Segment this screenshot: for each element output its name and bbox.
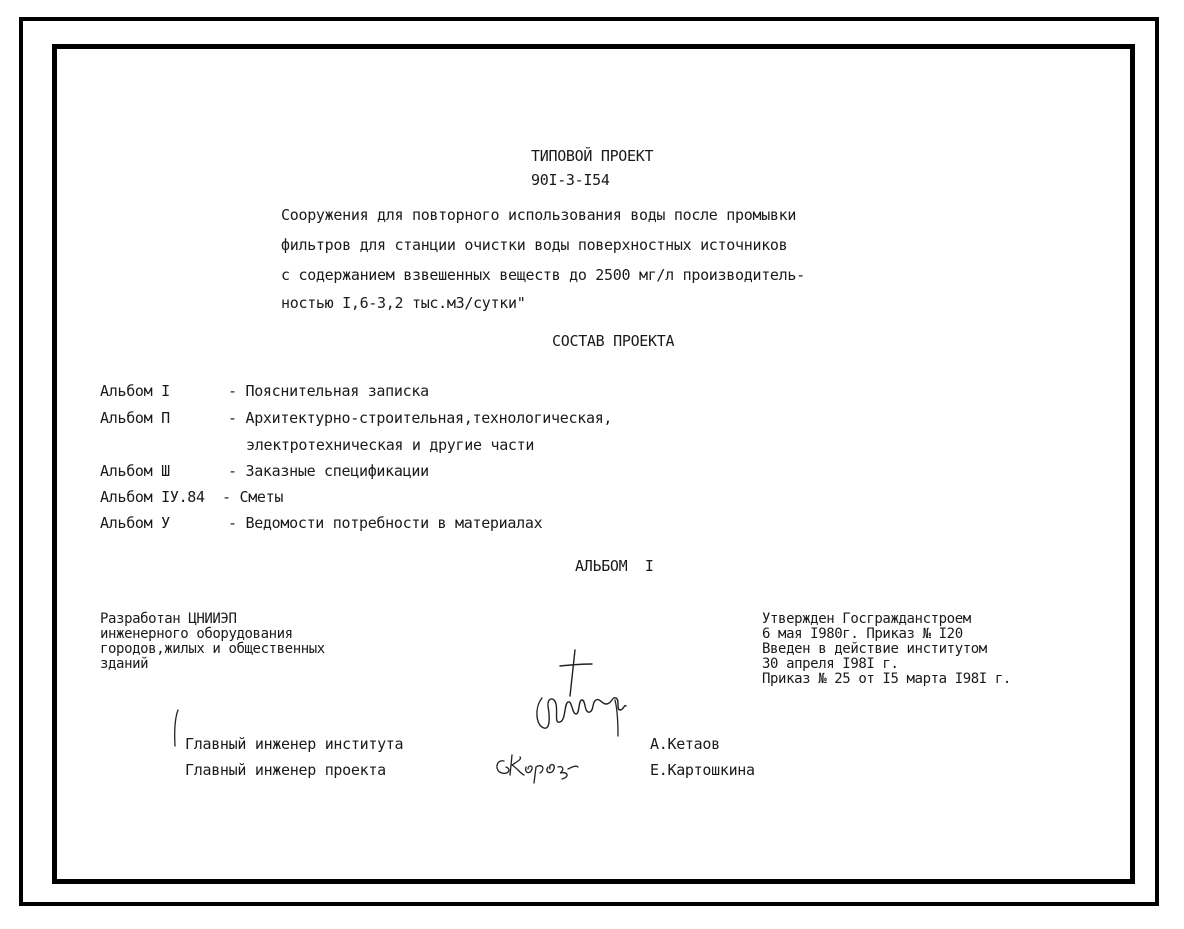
signature-chief-engineer-institute	[520, 648, 640, 748]
approval-line: Введен в действие институтом	[762, 641, 987, 657]
album-desc: - Сметы	[222, 488, 284, 506]
developer-line: городов,жилых и общественных	[100, 641, 325, 657]
album-desc: - Архитектурно-строительная,технологическая,	[228, 409, 613, 427]
approval-line: 30 апреля I98I г.	[762, 656, 899, 672]
description-line: Сооружения для повторного использования воды после промывки	[281, 206, 797, 224]
description-line: с содержанием взвешенных веществ до 2500 мг/л производитель-	[281, 266, 805, 284]
developer-line: зданий	[100, 656, 149, 672]
album-desc: - Заказные спецификации	[228, 462, 429, 480]
album-name: Альбом П	[100, 409, 170, 427]
signatory-name: Е.Картошкина	[650, 761, 755, 779]
approval-line: 6 мая I980г. Приказ № I20	[762, 626, 963, 642]
description-line: фильтров для станции очистки воды поверхностных источников	[281, 236, 788, 254]
signatory-name: А.Кетаов	[650, 735, 720, 753]
project-title: ТИПОВОЙ ПРОЕКТ	[531, 147, 654, 165]
album-name: Альбом IУ.84	[100, 488, 205, 506]
developer-line: инженерного оборудования	[100, 626, 293, 642]
description-line: ностью I,6-3,2 тыс.м3/сутки"	[281, 294, 526, 312]
approval-line: Утвержден Госгражданстроем	[762, 611, 971, 627]
signature-chief-engineer-project	[490, 745, 590, 785]
signatory-role: Главный инженер проекта	[185, 761, 386, 779]
pen-mark	[170, 708, 182, 750]
signatory-role: Главный инженер института	[185, 735, 404, 753]
composition-heading: СОСТАВ ПРОЕКТА	[552, 332, 675, 350]
project-number: 90I-3-I54	[531, 171, 610, 189]
inner-frame	[52, 44, 1135, 884]
album-name: Альбом I	[100, 382, 170, 400]
approval-line: Приказ № 25 от I5 марта I98I г.	[762, 671, 1011, 687]
album-desc: - Пояснительная записка	[228, 382, 429, 400]
album-heading: АЛЬБОМ I	[575, 557, 654, 575]
album-name: Альбом У	[100, 514, 170, 532]
album-desc: - Ведомости потребности в материалах	[228, 514, 543, 532]
album-desc-continuation: электротехническая и другие части	[246, 436, 535, 454]
developer-line: Разработан ЦНИИЭП	[100, 611, 237, 627]
album-name: Альбом Ш	[100, 462, 170, 480]
